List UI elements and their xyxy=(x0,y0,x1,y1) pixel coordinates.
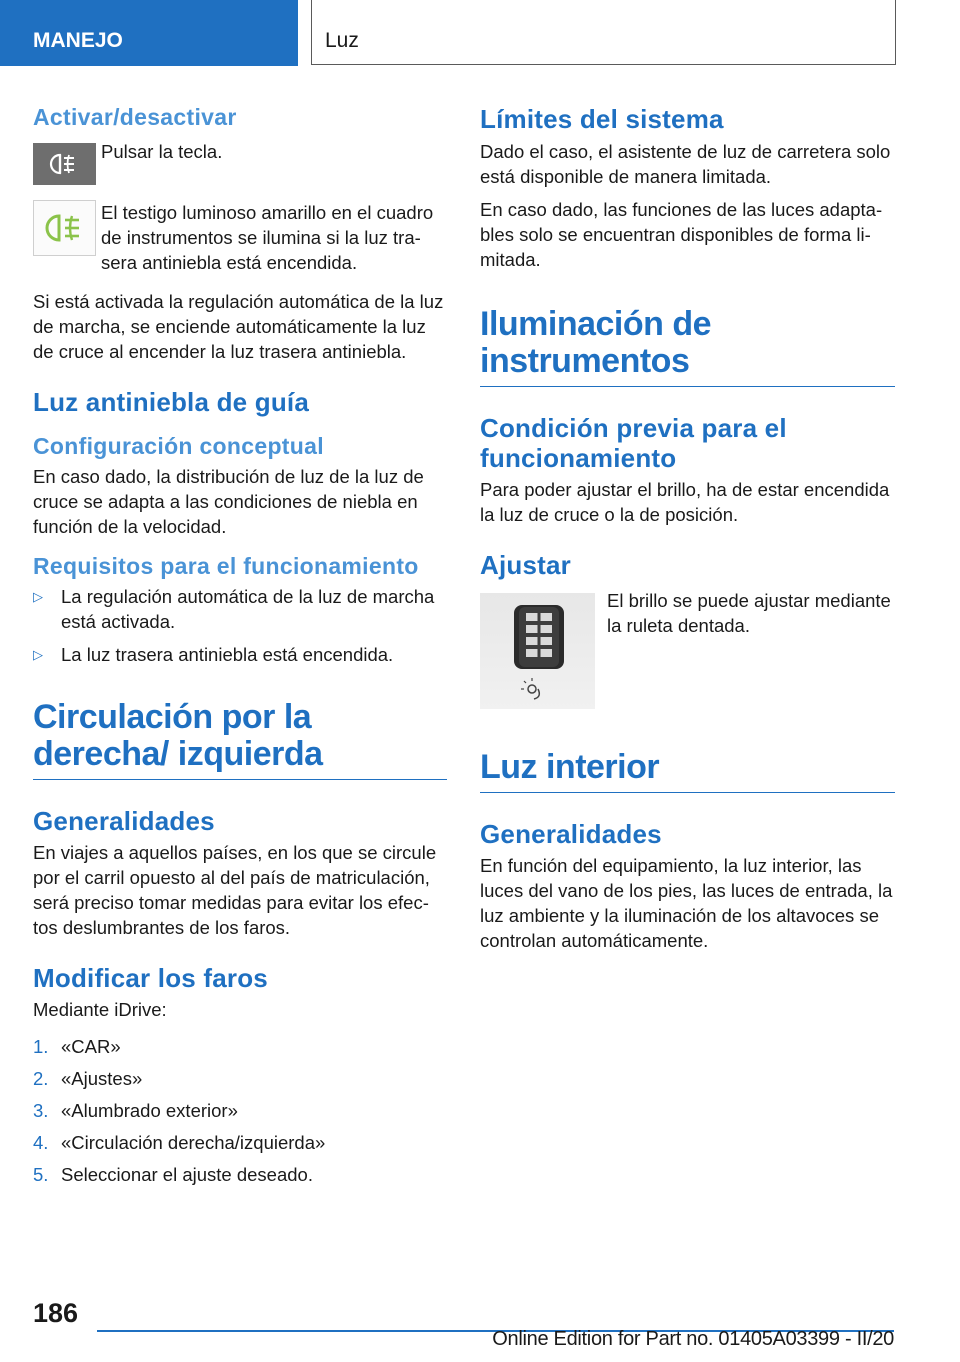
guide-fog-heading: Luz antiniebla de guía xyxy=(33,387,309,417)
requirements-list xyxy=(33,584,447,667)
list-item: 5. Seleccionar el ajuste deseado. xyxy=(33,1164,313,1185)
precondition-heading: Condición previa para el funcionamiento xyxy=(480,413,787,473)
list-item: 3. «Alumbrado exterior» xyxy=(33,1100,238,1121)
traffic-general-text: En viajes a aquellos países, en los que se circule por el carril opuesto al del país de matriculación, será preciso tomar medidas para evitar los efectos deslumbrantes de los faros. xyxy=(33,842,437,938)
triangle-bullet-icon: ▷ xyxy=(33,647,43,662)
press-button-text: Pulsar la tecla. xyxy=(101,141,223,162)
list-item: ▷ La luz trasera antiniebla está encendida. xyxy=(33,644,394,665)
indicator-text: El testigo luminoso amarillo en el cuadro de instrumentos se ilumina si la luz trasera antiniebla está encendida. xyxy=(101,202,434,273)
traffic-general-heading: Generalidades xyxy=(33,806,215,836)
interior-general-heading: Generalidades xyxy=(480,819,662,849)
list-item: 4. «Circulación derecha/izquierda» xyxy=(33,1132,326,1153)
chapter-tab xyxy=(0,0,298,66)
traffic-chapter-heading: Circulación por la derecha/ izquierda xyxy=(33,699,447,780)
modify-intro: Mediante iDrive: xyxy=(33,999,167,1020)
list-item: 2. «Ajustes» xyxy=(33,1068,143,1089)
triangle-bullet-icon: ▷ xyxy=(33,589,43,604)
requirements-heading: Requisitos para el funcionamiento xyxy=(33,553,419,579)
concept-text: En caso dado, la distribución de luz de la luz de cruce se adapta a las condiciones de niebla en función de la velocidad. xyxy=(33,466,424,537)
adjust-row xyxy=(480,590,895,709)
limits-text-2: En caso dado, las funciones de las luces adaptables solo se encuentran disponibles de forma limitada. xyxy=(480,199,883,270)
precondition-text: Para poder ajustar el brillo, ha de estar encendida la luz de cruce o la de posición. xyxy=(480,479,890,525)
adjust-heading: Ajustar xyxy=(480,550,571,580)
chapter-label: MANEJO xyxy=(33,29,123,52)
activate-heading: Activar/desactivar xyxy=(33,104,237,130)
instrument-lighting-chapter-heading: Iluminación de instrumentos xyxy=(480,306,895,387)
list-item: ▷ La regulación automática de la luz de marcha está activada. xyxy=(33,586,435,632)
footer-edition: Online Edition for Part no. 01405A03399 - II/20 xyxy=(492,1328,894,1350)
topic-label: Luz xyxy=(325,29,359,52)
page-number: 186 xyxy=(33,1298,79,1328)
rear-fog-light-button-icon xyxy=(33,143,96,185)
interior-general-text: En función del equipamiento, la luz interior, las luces del vano de los pies, las luces de entrada, la luz ambiente y la iluminación de los altavoces se controlan automáticamente. xyxy=(480,855,893,951)
list-item: 1. «CAR» xyxy=(33,1036,121,1057)
rear-fog-light-indicator-icon xyxy=(33,200,96,256)
adjust-text: El brillo se puede ajustar mediante la ruleta dentada. xyxy=(607,590,891,636)
indicator-row xyxy=(33,200,447,275)
right-column xyxy=(480,100,895,953)
left-column xyxy=(33,100,447,1187)
auto-fog-text: Si está activada la regulación automática de la luz de marcha, se enciende automáticamente la luz de cruce al encender la luz trasera antiniebla. xyxy=(33,291,444,362)
limits-text-1: Dado el caso, el asistente de luz de carretera solo está disponible de manera limitada. xyxy=(480,141,891,187)
press-button-row xyxy=(33,143,447,185)
instrument-lighting-thumbwheel-icon xyxy=(480,593,595,709)
modify-headlights-heading: Modificar los faros xyxy=(33,963,268,993)
concept-heading: Configuración conceptual xyxy=(33,433,324,459)
topic-header xyxy=(311,0,896,65)
idrive-steps xyxy=(33,1034,447,1187)
limits-heading: Límites del sistema xyxy=(480,104,724,134)
interior-light-chapter-heading: Luz interior xyxy=(480,749,895,793)
